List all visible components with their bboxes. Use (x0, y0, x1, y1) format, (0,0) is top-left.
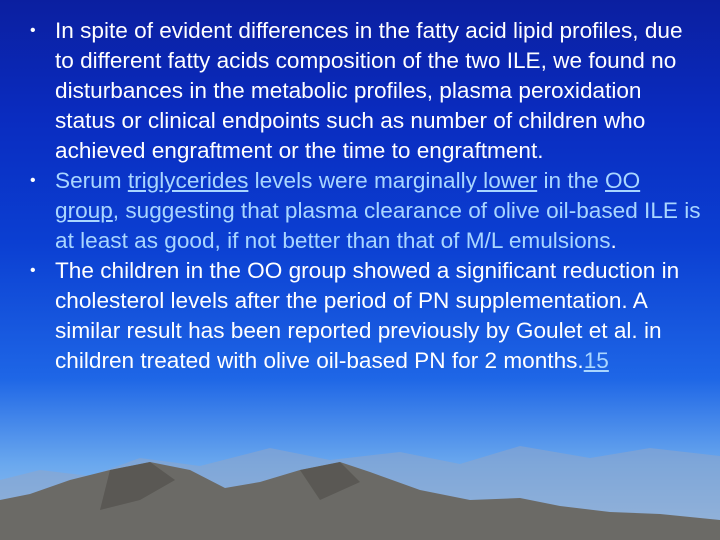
bullet-marker: • (30, 172, 36, 189)
reference-link[interactable]: 15 (583, 348, 609, 373)
bullet-text-segment: levels were marginally (248, 168, 477, 193)
bullet-text-segment: , suggesting that plasma clearance of olive oil-based ILE is at least as good, if not better than that of M/L emulsions (55, 198, 701, 253)
slide-body (30, 16, 702, 376)
bullet-text: In spite of evident differences in the fatty acid lipid profiles, due to different fatty acids composition of the two ILE, we found no disturbances in the metabolic profiles, plasma peroxidation status or clinical endpoints such as number of children who achieved engraftment or the time to engraftment. (55, 18, 683, 163)
bullet-marker: • (30, 262, 36, 279)
bullet-item (30, 16, 702, 166)
oo-group-link[interactable]: OO group (55, 168, 641, 223)
bullet-text-segment: Serum (55, 168, 128, 193)
bullet-text: The children in the OO group showed a significant reduction in cholesterol levels after the period of PN supplementation. A similar result has been reported previously by Goulet et al. in children treated with olive oil-based PN for 2 months. (55, 258, 680, 373)
bullet-marker: • (30, 22, 36, 39)
bullet-item (30, 166, 702, 256)
bullet-item (30, 256, 702, 376)
bullet-text-segment: in the (537, 168, 606, 193)
triglycerides-link[interactable]: triglycerides (127, 168, 249, 193)
bullet-period: . (610, 228, 617, 253)
lower-link[interactable]: lower (476, 168, 538, 193)
